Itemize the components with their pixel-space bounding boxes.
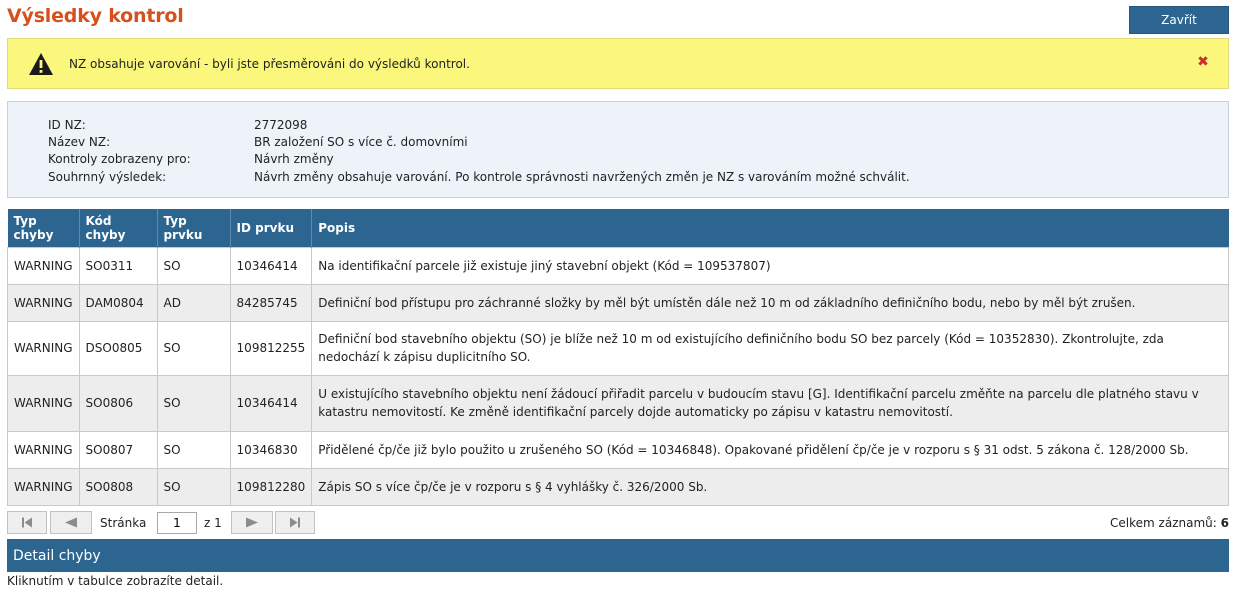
prev-page-button[interactable]	[50, 511, 92, 534]
table-header-row	[8, 209, 1229, 247]
cell-element-type: SO	[157, 431, 230, 468]
info-value: Návrh změny	[254, 152, 334, 166]
cell-element-type: AD	[157, 284, 230, 321]
cell-code: SO0807	[79, 431, 157, 468]
cell-type: WARNING	[8, 284, 80, 321]
detail-hint: Kliknutím v tabulce zobrazíte detail.	[7, 574, 224, 588]
table-row[interactable]	[8, 431, 1229, 468]
cell-description: Definiční bod stavebního objektu (SO) je blíže než 10 m od existujícího definičního bodu SO bez parcely (Kód = 10352830). Zkontrolujte, zda nedochází k zápisu duplicitního SO.	[312, 321, 1229, 375]
cell-description: Přidělené čp/če již bylo použito u zrušeného SO (Kód = 10346848). Opakované přidělení čp/če je v rozporu s § 31 odst. 5 zákona č. 128/2000 Sb.	[312, 431, 1229, 468]
cell-code: DSO0805	[79, 321, 157, 375]
prev-page-icon	[64, 517, 78, 528]
table-row[interactable]	[8, 468, 1229, 505]
info-value: BR založení SO s více č. domovními	[254, 135, 468, 149]
cell-code: SO0806	[79, 375, 157, 431]
cell-element-id: 10346414	[230, 375, 312, 431]
cell-element-id: 109812280	[230, 468, 312, 505]
page-label: Stránka	[100, 516, 147, 530]
last-page-button[interactable]	[275, 511, 315, 534]
cell-type: WARNING	[8, 431, 80, 468]
first-page-icon	[21, 517, 33, 528]
info-label: Název NZ:	[48, 135, 111, 149]
cell-type: WARNING	[8, 247, 80, 284]
close-button[interactable]: Zavřít	[1129, 6, 1229, 34]
page-count-label: z 1	[204, 516, 222, 530]
warning-triangle-icon	[28, 52, 54, 76]
cell-type: WARNING	[8, 321, 80, 375]
warning-text: NZ obsahuje varování - byli jste přesměrováni do výsledků kontrol.	[69, 57, 470, 71]
cell-element-id: 10346414	[230, 247, 312, 284]
close-x-icon[interactable]: ✖	[1197, 54, 1209, 70]
cell-element-id: 10346830	[230, 431, 312, 468]
info-label: Kontroly zobrazeny pro:	[48, 152, 191, 166]
column-header[interactable]: ID prvku	[230, 209, 312, 247]
info-label: Souhrnný výsledek:	[48, 170, 167, 184]
cell-type: WARNING	[8, 468, 80, 505]
info-value: Návrh změny obsahuje varování. Po kontrole správnosti navržených změn je NZ s varováním možné schválit.	[254, 170, 910, 184]
cell-code: SO0311	[79, 247, 157, 284]
page-number-input[interactable]	[157, 512, 197, 534]
next-page-icon	[245, 517, 259, 528]
info-value: 2772098	[254, 118, 308, 132]
table-row[interactable]	[8, 247, 1229, 284]
cell-description: U existujícího stavebního objektu není žádoucí přiřadit parcelu v budoucím stavu [G]. Identifikační parcelu změňte na parcelu dle platného stavu v katastru nemovitostí. Ke změně identifikační parcely dojde automaticky po zápisu v katastru nemovitostí.	[312, 375, 1229, 431]
info-label: ID NZ:	[48, 118, 86, 132]
cell-element-type: SO	[157, 375, 230, 431]
warning-banner	[7, 38, 1229, 89]
cell-code: SO0808	[79, 468, 157, 505]
pagination-bar	[7, 511, 1229, 535]
last-page-icon	[289, 517, 301, 528]
total-records	[1110, 516, 1229, 530]
column-header[interactable]: Typ chyby	[8, 209, 80, 247]
table-row[interactable]	[8, 284, 1229, 321]
column-header[interactable]: Kód chyby	[79, 209, 157, 247]
table-row[interactable]	[8, 321, 1229, 375]
page-title: Výsledky kontrol	[7, 5, 184, 27]
total-count: 6	[1220, 516, 1229, 530]
nz-info-panel	[7, 101, 1229, 198]
column-header[interactable]: Popis	[312, 209, 1229, 247]
next-page-button[interactable]	[231, 511, 273, 534]
cell-element-id: 84285745	[230, 284, 312, 321]
total-label: Celkem záznamů:	[1110, 516, 1217, 530]
results-table	[7, 209, 1229, 506]
cell-description: Na identifikační parcele již existuje jiný stavební objekt (Kód = 109537807)	[312, 247, 1229, 284]
cell-code: DAM0804	[79, 284, 157, 321]
table-row[interactable]	[8, 375, 1229, 431]
cell-element-type: SO	[157, 468, 230, 505]
cell-description: Zápis SO s více čp/če je v rozporu s § 4 vyhlášky č. 326/2000 Sb.	[312, 468, 1229, 505]
column-header[interactable]: Typ prvku	[157, 209, 230, 247]
cell-type: WARNING	[8, 375, 80, 431]
detail-header: Detail chyby	[7, 539, 1229, 572]
cell-element-id: 109812255	[230, 321, 312, 375]
cell-element-type: SO	[157, 247, 230, 284]
cell-element-type: SO	[157, 321, 230, 375]
cell-description: Definiční bod přístupu pro záchranné složky by měl být umístěn dále než 10 m od základního definičního bodu, nebo by měl být zrušen.	[312, 284, 1229, 321]
first-page-button[interactable]	[7, 511, 47, 534]
